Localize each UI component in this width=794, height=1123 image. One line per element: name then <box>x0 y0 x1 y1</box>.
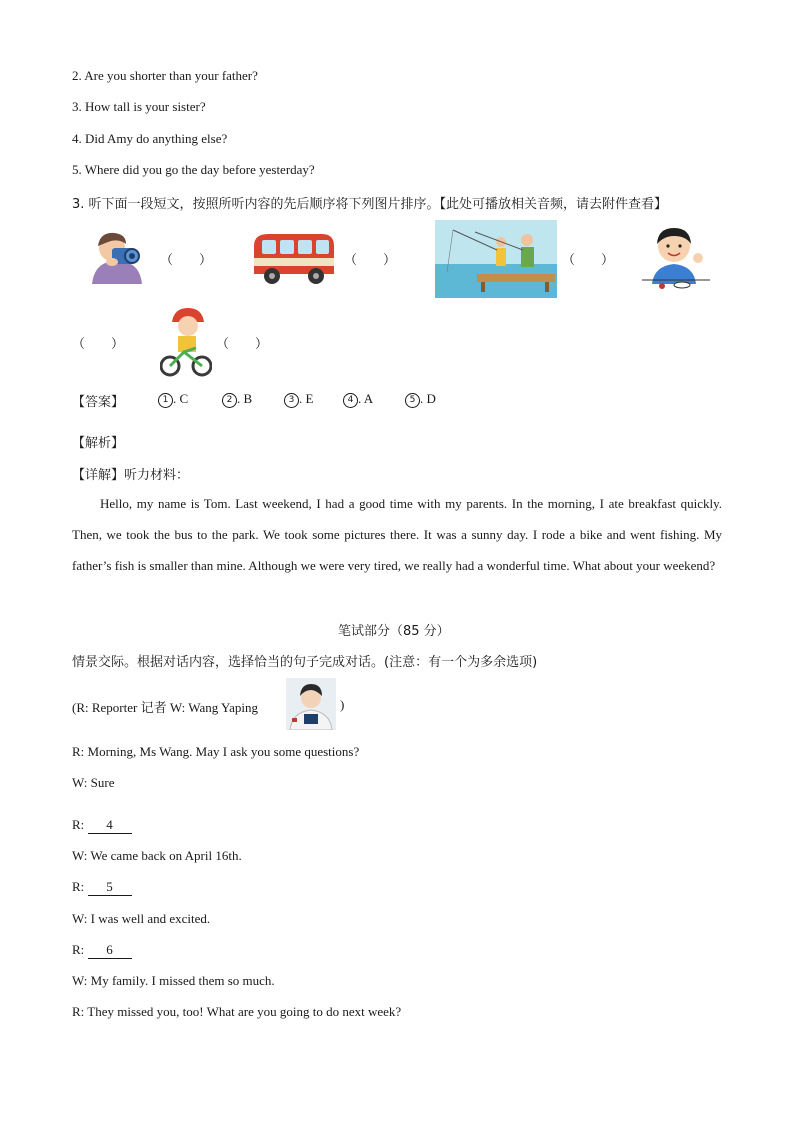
listening-passage: Hello, my name is Tom. Last weekend, I had a good time with my parents. In the morning, I ate breakfast quickly. Then, we took the bus to the park. We took some pictures there. It was a sunny day. I rode a bike and went fishing. My father’s fish is smaller than mine. Although we were very tired, we really had a wonderful time. What about your weekend? <box>72 496 722 573</box>
blank-5[interactable]: 5 <box>88 879 132 896</box>
task3-instruction: 3. 听下面一段短文，按照所听内容的先后顺序将下列图片排序。【此处可播放相关音频，请去附件查看】 <box>72 197 668 212</box>
paren-1: （ ） <box>160 253 213 268</box>
analysis-label: 【解析】 <box>72 436 125 451</box>
roles-close: ) <box>340 697 345 712</box>
answer-item-5: 5 . D <box>405 391 436 408</box>
boy-breakfast-picture <box>642 222 710 294</box>
paren-3: （ ） <box>562 253 615 268</box>
dialog-line-4: W: We came back on April 16th. <box>72 848 242 863</box>
dialog-line-1: R: Morning, Ms Wang. May I ask you some questions? <box>72 744 360 759</box>
bus-picture <box>248 228 338 288</box>
answer-label: 【答案】 <box>72 395 125 410</box>
dialog-line-2: W: Sure <box>72 775 115 790</box>
circle-number: 5 <box>405 393 420 408</box>
dialog-line-7: R: 6 <box>72 942 132 959</box>
blank-4[interactable]: 4 <box>88 817 132 834</box>
paren-2: （ ） <box>344 253 397 268</box>
circle-number: 3 <box>284 393 299 408</box>
answer-item-2: 2 . B <box>222 391 252 408</box>
written-section-title: 笔试部分（85 分） <box>338 624 450 639</box>
paren-5: （ ） <box>216 337 269 352</box>
dialog-instruction: 情景交际。根据对话内容，选择恰当的句子完成对话。(注意：有一个为多余选项) <box>72 655 538 670</box>
circle-number: 2 <box>222 393 237 408</box>
answer-item-4: 4 . A <box>343 391 373 408</box>
circle-number: 4 <box>343 393 358 408</box>
dialog-line-5: R: 5 <box>72 879 132 896</box>
answer-item-3: 3 . E <box>284 391 313 408</box>
question-3: 3. How tall is your sister? <box>72 99 206 114</box>
camera-person-picture <box>86 228 148 286</box>
answer-item-1: 1 . C <box>158 391 188 408</box>
fishing-picture <box>435 220 557 298</box>
dialog-line-9: R: They missed you, too! What are you going to do next week? <box>72 1004 402 1019</box>
blank-6[interactable]: 6 <box>88 942 132 959</box>
circle-number: 1 <box>158 393 173 408</box>
roles-text: (R: Reporter 记者 W: Wang Yaping <box>72 700 258 715</box>
boy-bike-picture <box>160 304 212 378</box>
paren-4: （ ） <box>72 337 125 352</box>
roles-line <box>72 697 258 716</box>
question-2: 2. Are you shorter than your father? <box>72 68 258 83</box>
astronaut-photo <box>286 678 336 730</box>
dialog-line-3: R: 4 <box>72 817 132 834</box>
detail-label: 【详解】听力材料： <box>72 468 190 483</box>
dialog-line-6: W: I was well and excited. <box>72 911 211 926</box>
dialog-line-8: W: My family. I missed them so much. <box>72 973 275 988</box>
question-4: 4. Did Amy do anything else? <box>72 131 228 146</box>
question-5: 5. Where did you go the day before yesterday? <box>72 162 315 177</box>
